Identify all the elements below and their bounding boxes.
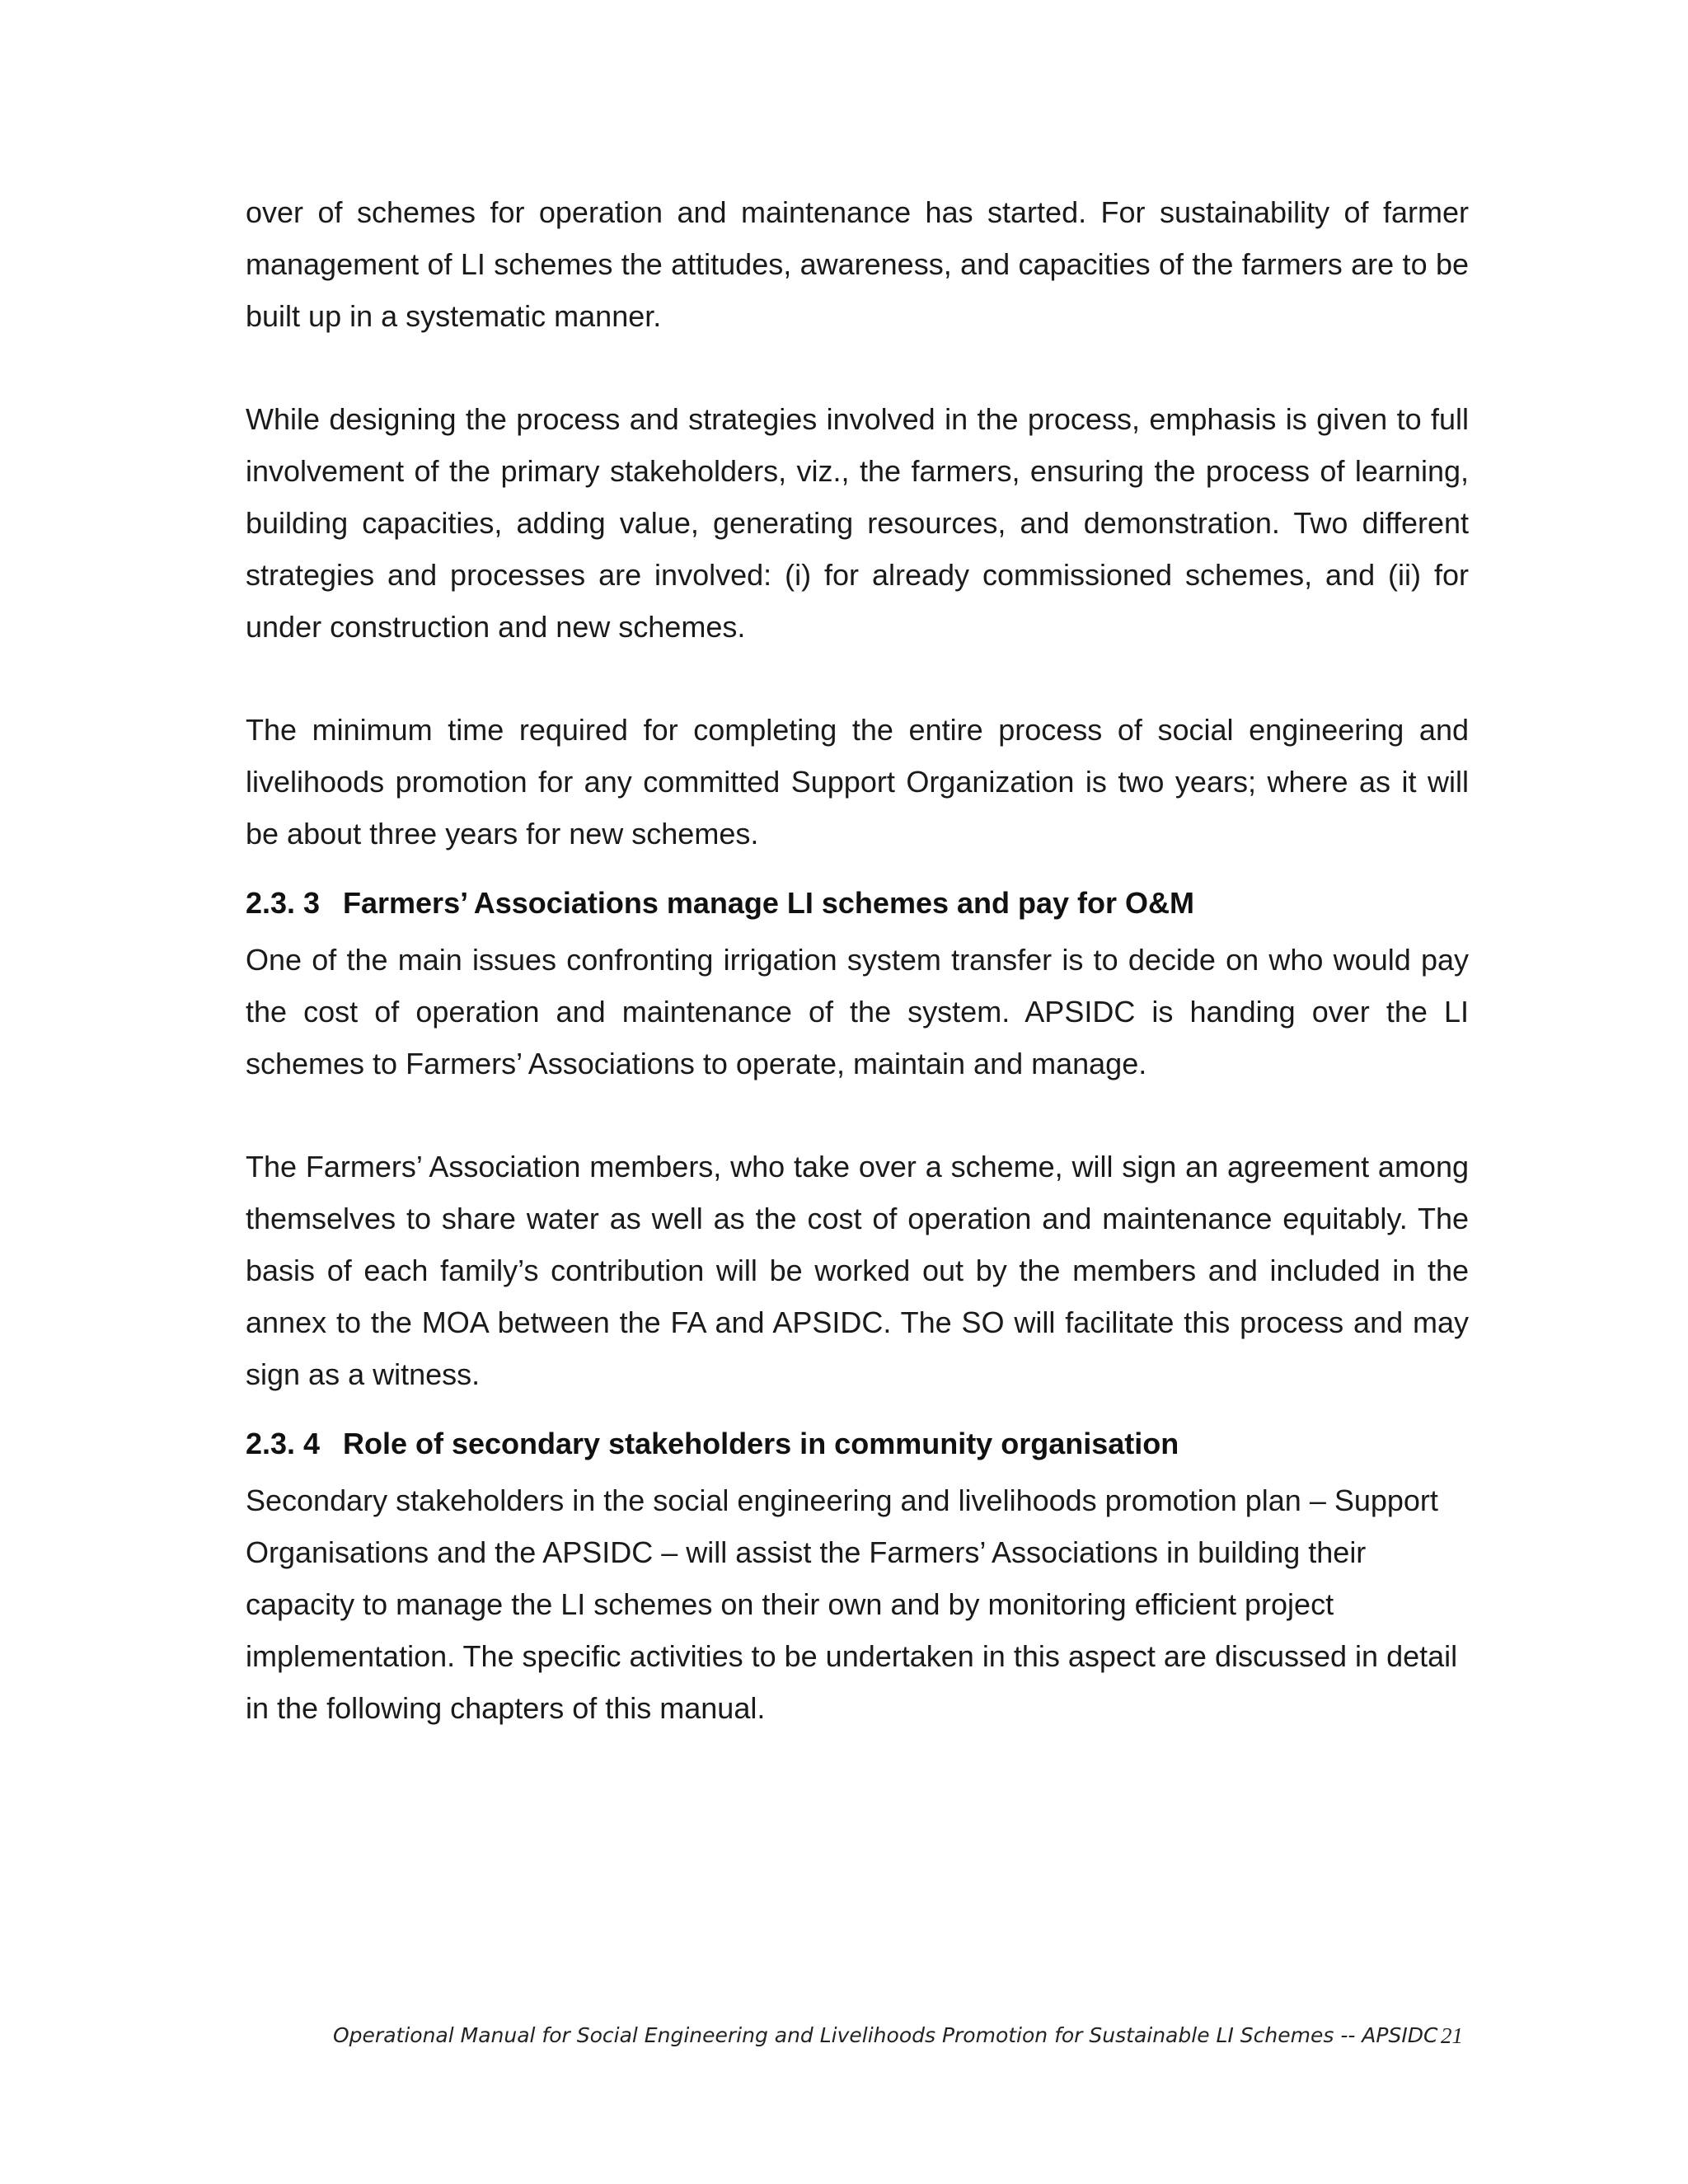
paragraph-gap [246,1090,1469,1141]
page-footer [333,2023,1487,2047]
paragraph-minimum-time: The minimum time required for completing the entire process of social engineering and livelihoods promotion for any committed Support Organization is two years; where as it will be about three years for new schemes. [246,713,1469,851]
section-title: Farmers’ Associations manage LI schemes and pay for O&M [343,886,1195,920]
heading-gap [246,1465,1469,1474]
section-gap [246,860,1469,883]
section-heading-2-3-3 [246,883,1469,924]
footer-title: Operational Manual for Social Engineering and Livelihoods Promotion for Sustainable LI Schemes -- APSIDC [333,2023,1438,2047]
heading-gap [246,924,1469,934]
paragraph-gap [246,342,1469,393]
paragraph-secondary-stakeholders: Secondary stakeholders in the social engineering and livelihoods promotion plan – Support Organisations and the APSIDC – will assist the Farmers’ Associations in building their capacity to manage the LI schemes on their own and by monitoring efficient project implementation. The specific activities to be undertaken in this aspect are discussed in detail in the following chapters of this manual. [246,1483,1458,1725]
section-number: 2.3. 3 [246,886,321,920]
paragraph-fa-members: The Farmers’ Association members, who take over a scheme, will sign an agreement among themselves to share water as well as the cost of operation and maintenance equitably. The basis of each family’s contribution will be worked out by the members and included in the annex to the MOA between the FA and APSIDC. The SO will facilitate this process and may sign as a witness. [246,1150,1469,1391]
page-content [246,186,1469,1734]
paragraph-continued: over of schemes for operation and maintenance has started. For sustainability of farmer management of LI schemes the attitudes, awareness, and capacities of the farmers are to be built up in a systematic manner. [246,195,1469,333]
paragraph-main-issues: One of the main issues confronting irrigation system transfer is to decide on who would pay the cost of operation and maintenance of the system. APSIDC is handing over the LI schemes to Farmers’ Associations to operate, maintain and manage. [246,943,1469,1080]
paragraph-gap [246,653,1469,704]
section-gap [246,1400,1469,1423]
section-heading-2-3-4 [246,1423,1469,1465]
section-title: Role of secondary stakeholders in community organisation [343,1427,1179,1460]
section-number: 2.3. 4 [246,1427,321,1460]
paragraph-process-design: While designing the process and strategies involved in the process, emphasis is given to full involvement of the primary stakeholders, viz., the farmers, ensuring the process of learning, building capacities, adding value, generating resources, and demonstration. Two different strategies and processes are involved: (i) for already commissioned schemes, and (ii) for under construction and new schemes. [246,402,1469,644]
page-number: 21 [1441,2023,1463,2048]
